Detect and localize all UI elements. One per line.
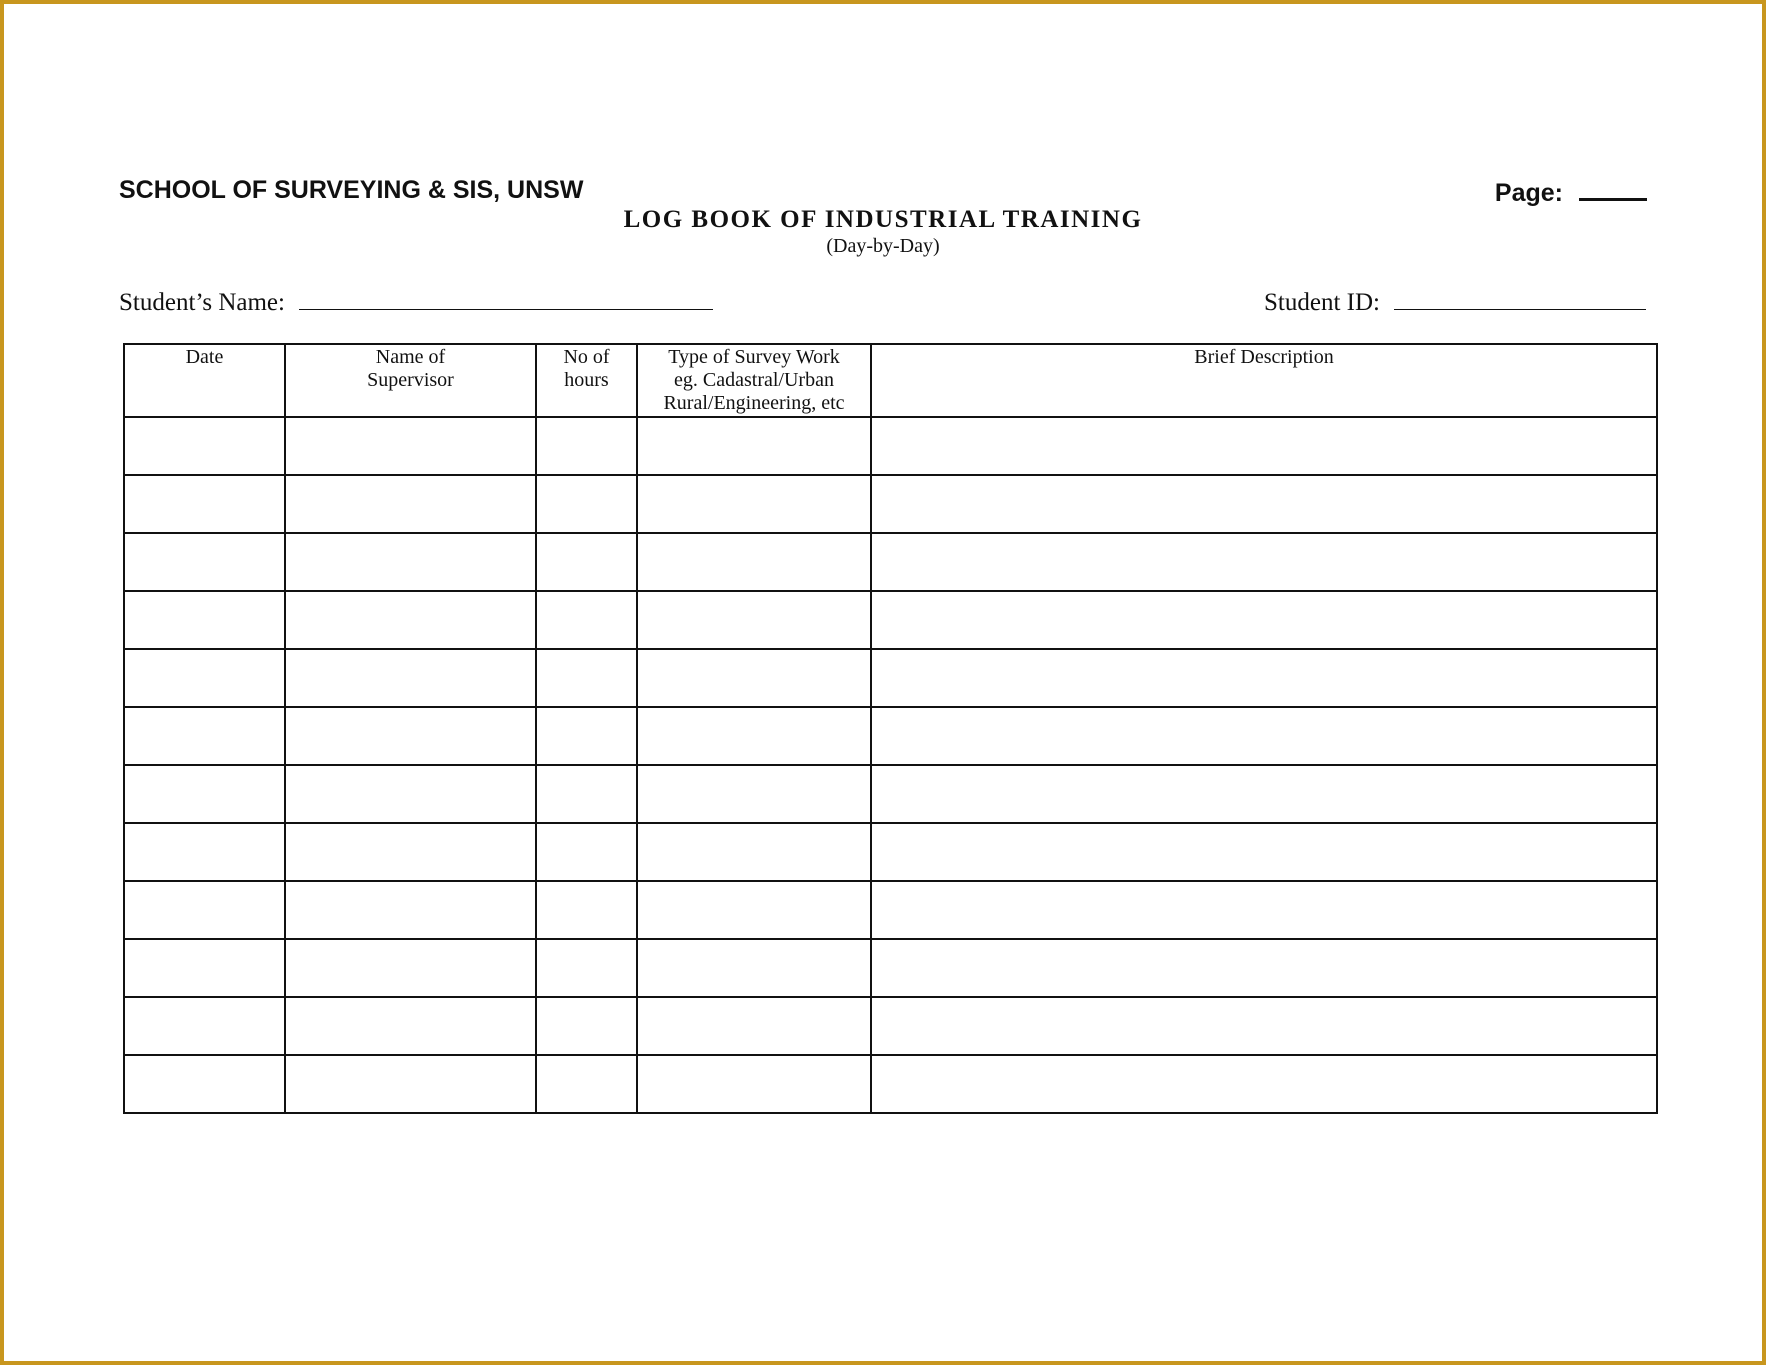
cell-hours[interactable] xyxy=(536,649,637,707)
cell-description[interactable] xyxy=(871,939,1657,997)
cell-supervisor[interactable] xyxy=(285,707,536,765)
cell-date[interactable] xyxy=(124,591,285,649)
cell-date[interactable] xyxy=(124,881,285,939)
cell-description[interactable] xyxy=(871,707,1657,765)
cell-date[interactable] xyxy=(124,707,285,765)
cell-survey_type[interactable] xyxy=(637,881,871,939)
document-subtitle: (Day-by-Day) xyxy=(826,235,940,257)
cell-supervisor[interactable] xyxy=(285,533,536,591)
table-row xyxy=(124,533,1657,591)
cell-description[interactable] xyxy=(871,765,1657,823)
table-row xyxy=(124,591,1657,649)
cell-description[interactable] xyxy=(871,475,1657,533)
cell-date[interactable] xyxy=(124,939,285,997)
column-header-label: Name of Supervisor xyxy=(367,346,454,391)
table-row xyxy=(124,417,1657,475)
student-name-field xyxy=(119,287,713,317)
cell-date[interactable] xyxy=(124,475,285,533)
cell-survey_type[interactable] xyxy=(637,475,871,533)
column-header-hours xyxy=(536,344,637,417)
cell-survey_type[interactable] xyxy=(637,765,871,823)
page-label: Page: xyxy=(1494,179,1563,207)
log-table xyxy=(123,343,1658,1114)
cell-supervisor[interactable] xyxy=(285,417,536,475)
cell-hours[interactable] xyxy=(536,823,637,881)
column-header-label: Type of Survey Work eg. Cadastral/Urban Rural/Engineering, etc xyxy=(663,346,845,414)
table-header-row xyxy=(124,344,1657,417)
cell-hours[interactable] xyxy=(536,1055,637,1113)
cell-supervisor[interactable] xyxy=(285,997,536,1055)
cell-date[interactable] xyxy=(124,417,285,475)
cell-supervisor[interactable] xyxy=(285,475,536,533)
column-header-survey-type xyxy=(637,344,871,417)
cell-supervisor[interactable] xyxy=(285,881,536,939)
cell-supervisor[interactable] xyxy=(285,939,536,997)
cell-description[interactable] xyxy=(871,591,1657,649)
cell-hours[interactable] xyxy=(536,765,637,823)
cell-hours[interactable] xyxy=(536,997,637,1055)
cell-date[interactable] xyxy=(124,765,285,823)
cell-supervisor[interactable] xyxy=(285,765,536,823)
cell-hours[interactable] xyxy=(536,475,637,533)
table-row xyxy=(124,881,1657,939)
table-row xyxy=(124,765,1657,823)
cell-description[interactable] xyxy=(871,1055,1657,1113)
page-number-field xyxy=(1495,176,1647,208)
cell-hours[interactable] xyxy=(536,939,637,997)
cell-survey_type[interactable] xyxy=(637,417,871,475)
page-number-blank[interactable] xyxy=(1579,176,1647,201)
cell-hours[interactable] xyxy=(536,707,637,765)
cell-date[interactable] xyxy=(124,533,285,591)
cell-date[interactable] xyxy=(124,1055,285,1113)
cell-date[interactable] xyxy=(124,649,285,707)
column-header-label: Date xyxy=(185,346,224,368)
table-row xyxy=(124,1055,1657,1113)
cell-survey_type[interactable] xyxy=(637,1055,871,1113)
column-header-label: Brief Description xyxy=(1194,346,1334,368)
cell-survey_type[interactable] xyxy=(637,707,871,765)
cell-date[interactable] xyxy=(124,997,285,1055)
student-name-blank[interactable] xyxy=(299,287,713,310)
cell-description[interactable] xyxy=(871,417,1657,475)
cell-hours[interactable] xyxy=(536,417,637,475)
table-row xyxy=(124,707,1657,765)
cell-survey_type[interactable] xyxy=(637,823,871,881)
student-id-blank[interactable] xyxy=(1394,287,1646,310)
cell-supervisor[interactable] xyxy=(285,823,536,881)
column-header-label: No of hours xyxy=(563,346,610,391)
cell-hours[interactable] xyxy=(536,533,637,591)
cell-hours[interactable] xyxy=(536,881,637,939)
cell-survey_type[interactable] xyxy=(637,939,871,997)
cell-hours[interactable] xyxy=(536,591,637,649)
table-row xyxy=(124,649,1657,707)
table-row xyxy=(124,475,1657,533)
cell-supervisor[interactable] xyxy=(285,591,536,649)
table-row xyxy=(124,997,1657,1055)
log-table-body xyxy=(124,417,1657,1113)
cell-survey_type[interactable] xyxy=(637,649,871,707)
cell-description[interactable] xyxy=(871,649,1657,707)
cell-survey_type[interactable] xyxy=(637,997,871,1055)
cell-supervisor[interactable] xyxy=(285,649,536,707)
student-id-field xyxy=(1264,287,1646,317)
cell-description[interactable] xyxy=(871,997,1657,1055)
student-id-label: Student ID: xyxy=(1264,289,1380,316)
cell-supervisor[interactable] xyxy=(285,1055,536,1113)
cell-description[interactable] xyxy=(871,823,1657,881)
table-row xyxy=(124,823,1657,881)
document-title: LOG BOOK OF INDUSTRIAL TRAINING xyxy=(623,206,1143,233)
student-name-label: Student’s Name: xyxy=(119,289,285,316)
cell-description[interactable] xyxy=(871,881,1657,939)
school-name: SCHOOL OF SURVEYING & SIS, UNSW xyxy=(119,176,584,204)
cell-description[interactable] xyxy=(871,533,1657,591)
column-header-date xyxy=(124,344,285,417)
table-row xyxy=(124,939,1657,997)
cell-date[interactable] xyxy=(124,823,285,881)
column-header-supervisor xyxy=(285,344,536,417)
cell-survey_type[interactable] xyxy=(637,591,871,649)
cell-survey_type[interactable] xyxy=(637,533,871,591)
column-header-description xyxy=(871,344,1657,417)
